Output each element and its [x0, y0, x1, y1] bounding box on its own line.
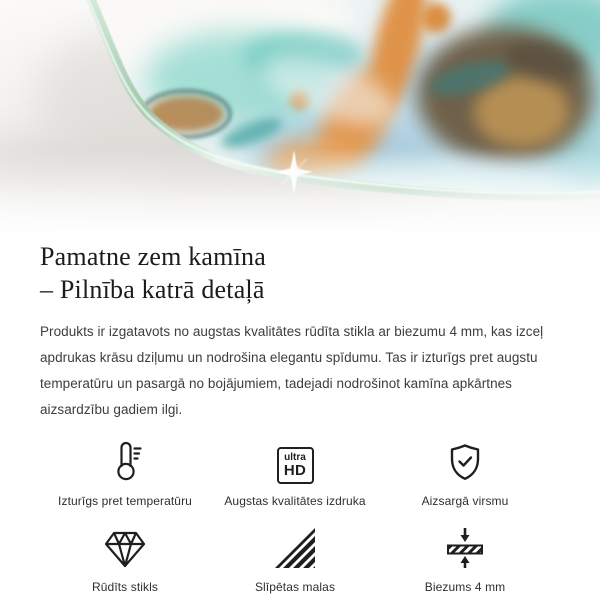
feature-tempered-glass: [40, 524, 210, 594]
feature-surface-protection: [380, 438, 550, 508]
feature-thickness: [380, 524, 550, 594]
feature-label: Rūdīts stikls: [92, 580, 158, 594]
feature-label: Aizsargā virsmu: [421, 494, 509, 508]
ultra-hd-icon-text-bottom: HD: [283, 462, 307, 479]
glass-panel-photo: [0, 0, 600, 235]
shield-check-icon: [443, 438, 487, 484]
ultra-hd-icon: [277, 438, 314, 484]
diamond-icon: [102, 524, 148, 570]
feature-label: Augstas kvalitātes izdruka: [224, 494, 366, 508]
features-grid: [40, 438, 560, 594]
page-title-line1: Pamatne zem kamīna: [40, 242, 266, 271]
feature-label: Izturīgs pret temperatūru: [58, 494, 192, 508]
feature-temperature: [40, 438, 210, 508]
page-title-line2: – Pilnība katrā detaļā: [40, 275, 265, 304]
ultra-hd-icon-text-top: ultra: [284, 452, 306, 463]
description-paragraph: Produkts ir izgatavots no augstas kvalitātes rūdīta stikla ar biezumu 4 mm, kas izceļ apdrukas krāsu dziļumu un nodrošina elegantu spīdumu. Tas ir izturīgs pret augstu temperatūru un pasargā no bojājumiem, tadejadi nodrošinot kamīna apkārtnes aizsardzību gadiem ilgi.: [40, 324, 544, 417]
page-title: [40, 240, 560, 306]
thickness-icon: [443, 524, 487, 570]
feature-label: Biezums 4 mm: [424, 580, 506, 594]
feature-label: Slīpētas malas: [254, 580, 336, 594]
feature-polished-edges: [210, 524, 380, 594]
hero-image: [0, 0, 600, 235]
beveled-edges-icon: [273, 524, 317, 570]
feature-print-quality: [210, 438, 380, 508]
thermometer-icon: [103, 438, 147, 484]
